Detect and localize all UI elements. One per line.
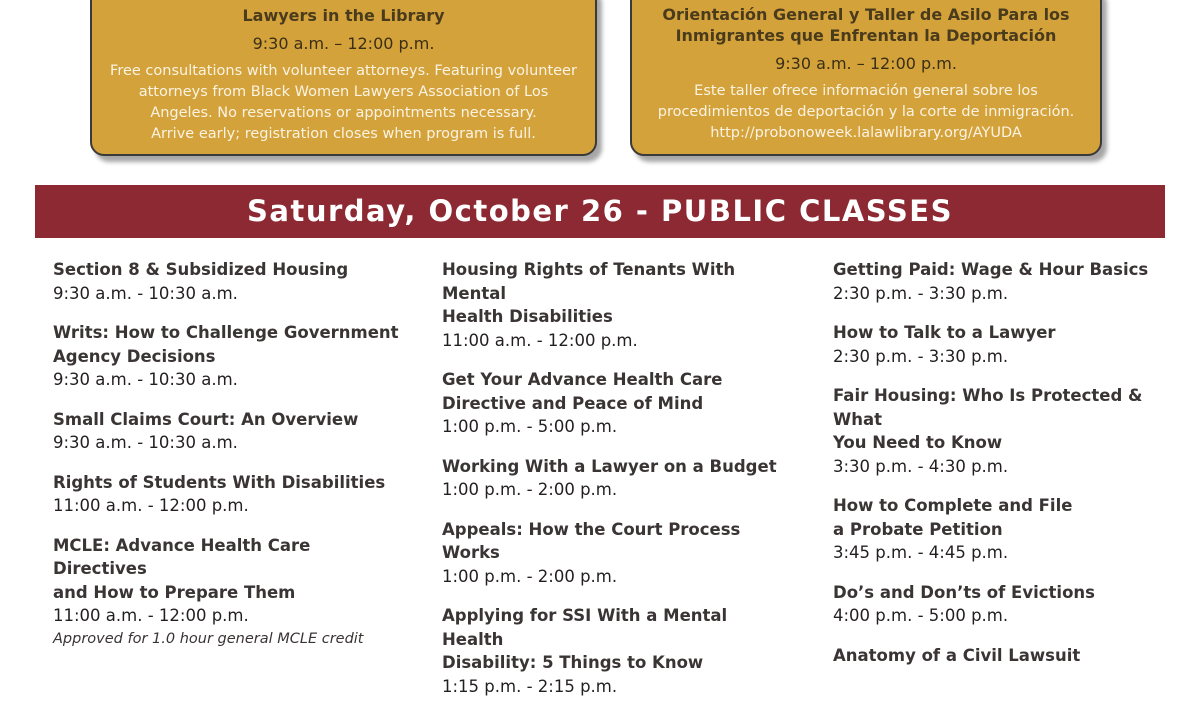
- card-title-line: Orientación General y Taller de Asilo Para los: [662, 5, 1070, 24]
- class-title: How to Complete and File a Probate Petition: [833, 496, 1073, 539]
- class-title: Working With a Lawyer on a Budget: [442, 456, 777, 476]
- class-title: How to Talk to a Lawyer: [833, 323, 1056, 342]
- class-title: MCLE: Advance Health Care Directives and How to Prepare Them: [53, 535, 311, 602]
- class-time: 9:30 a.m. - 10:30 a.m.: [53, 370, 238, 389]
- class-listing: [833, 494, 1178, 565]
- card-time: 9:30 a.m. – 12:00 p.m.: [775, 54, 957, 73]
- class-listing: [833, 384, 1178, 478]
- class-listing: [53, 471, 403, 518]
- class-time: 1:00 p.m. - 2:00 p.m.: [442, 480, 618, 499]
- class-title: Fair Housing: Who Is Protected & What You Need to Know: [833, 386, 1143, 452]
- card-title: Lawyers in the Library: [242, 6, 445, 25]
- class-title: Anatomy of a Civil Lawsuit: [833, 645, 1081, 665]
- card-description: [632, 81, 1100, 144]
- class-column-2: [442, 258, 792, 714]
- class-time: 1:00 p.m. - 5:00 p.m.: [442, 417, 618, 436]
- class-listing: [442, 368, 792, 439]
- class-listing: [53, 534, 403, 651]
- class-time: 1:00 p.m. - 2:00 p.m.: [442, 566, 618, 586]
- class-column-3: [833, 258, 1178, 683]
- card-description-line: Arrive early; registration closes when program is full.: [151, 126, 536, 142]
- class-time: 2:30 p.m. - 3:30 p.m.: [833, 346, 1009, 366]
- class-title: Section 8 & Subsidized Housing: [53, 260, 349, 279]
- class-listing: [442, 604, 792, 698]
- card-time: 9:30 a.m. – 12:00 p.m.: [252, 34, 435, 53]
- class-listing: [442, 455, 792, 502]
- class-time: 11:00 a.m. - 12:00 p.m.: [442, 330, 638, 350]
- class-listing: [53, 408, 403, 455]
- card-description: [92, 61, 595, 145]
- class-title: Housing Rights of Tenants With Mental Health Disabilities: [442, 260, 736, 326]
- class-title: Appeals: How the Court Process Works: [442, 519, 741, 562]
- card-description-line: procedimientos de deportación y la corte de inmigración.: [657, 104, 1075, 120]
- card-description-line: Angeles. No reservations or appointments necessary.: [150, 105, 537, 121]
- class-listing: [833, 321, 1178, 368]
- class-title: Rights of Students With Disabilities: [53, 472, 386, 492]
- section-banner: Saturday, October 26 - PUBLIC CLASSES: [35, 185, 1165, 238]
- class-title: Do’s and Don’ts of Evictions: [833, 582, 1095, 602]
- class-time: 9:30 a.m. - 10:30 a.m.: [53, 433, 238, 452]
- class-title: Applying for SSI With a Mental Health Disability: 5 Things to Know: [442, 606, 728, 672]
- class-time: 4:00 p.m. - 5:00 p.m.: [833, 606, 1009, 625]
- class-title: Get Your Advance Health Care Directive and Peace of Mind: [442, 370, 723, 413]
- class-listing: [442, 258, 792, 352]
- class-time: 2:30 p.m. - 3:30 p.m.: [833, 283, 1009, 303]
- class-time: 1:15 p.m. - 2:15 p.m.: [442, 676, 618, 696]
- class-listing: [833, 581, 1178, 628]
- card-description-line: Free consultations with volunteer attorneys. Featuring volunteer: [110, 63, 577, 79]
- class-time: 11:00 a.m. - 12:00 p.m.: [53, 606, 249, 625]
- class-column-1: [53, 258, 403, 667]
- class-listing: [833, 644, 1178, 668]
- card-description-line: attorneys from Black Women Lawyers Association of Los: [138, 84, 549, 100]
- class-listing: [833, 258, 1178, 305]
- class-credit-note: Approved for 1.0 hour general MCLE credit: [53, 630, 364, 647]
- class-title: Small Claims Court: An Overview: [53, 409, 359, 429]
- class-listing: [53, 258, 403, 305]
- event-card-asylum-workshop: [630, 0, 1102, 156]
- class-listing: [442, 518, 792, 589]
- class-time: 11:00 a.m. - 12:00 p.m.: [53, 496, 249, 515]
- class-listing: [53, 321, 403, 392]
- card-description-line: Este taller ofrece información general sobre los: [694, 83, 1038, 99]
- card-url[interactable]: http://probonoweek.lalawlibrary.org/AYUDA: [710, 125, 1022, 141]
- class-time: 3:45 p.m. - 4:45 p.m.: [833, 543, 1009, 562]
- class-title: Writs: How to Challenge Government Agency Decisions: [53, 323, 399, 366]
- class-title: Getting Paid: Wage & Hour Basics: [833, 260, 1149, 279]
- event-card-lawyers-in-library: [90, 0, 597, 156]
- class-time: 3:30 p.m. - 4:30 p.m.: [833, 456, 1009, 476]
- class-time: 9:30 a.m. - 10:30 a.m.: [53, 283, 238, 303]
- card-title-line: Inmigrantes que Enfrentan la Deportación: [675, 26, 1057, 45]
